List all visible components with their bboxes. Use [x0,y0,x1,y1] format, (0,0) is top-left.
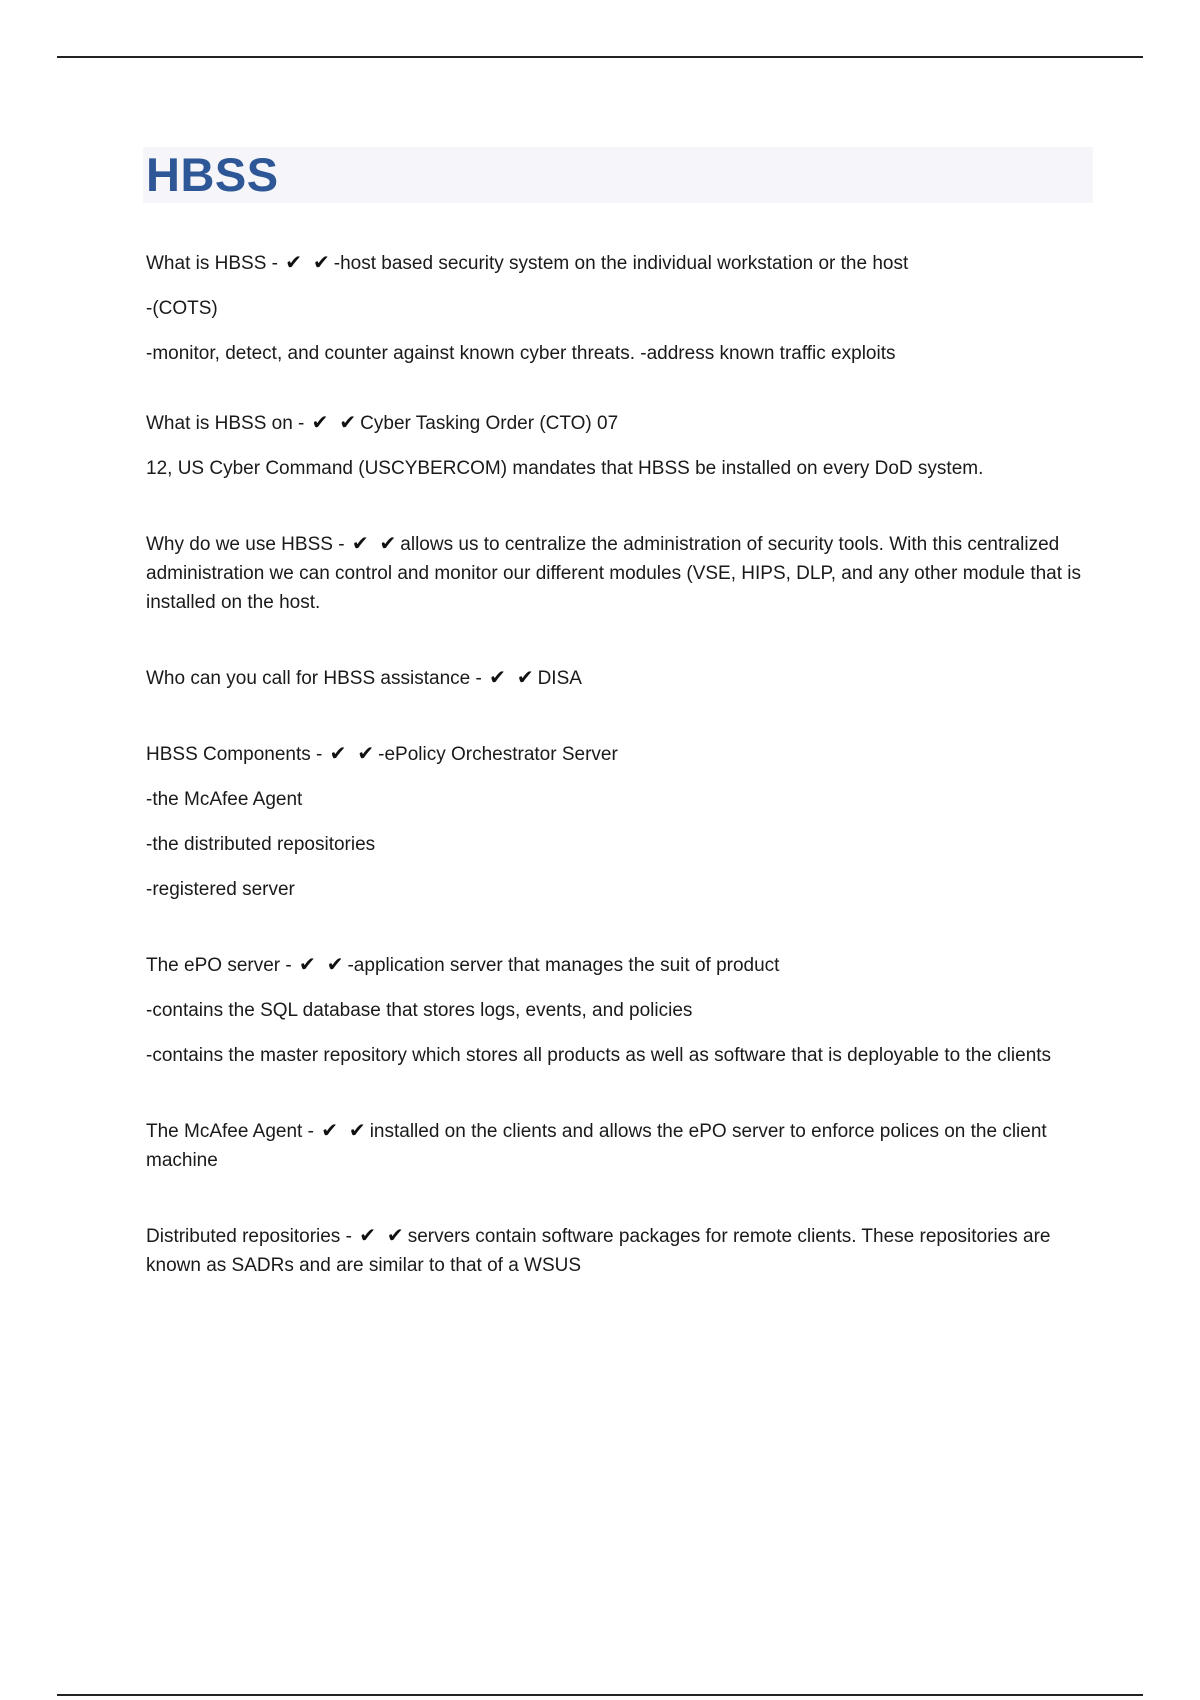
flashcard-first-line [146,1116,1086,1175]
flashcard-answer-line: servers contain software packages for remote clients. These repositories are known as SADRs and are similar to that of a WSUS [146,1226,1051,1276]
flashcard [146,739,1086,904]
flashcard [146,1116,1086,1175]
bottom-rule [57,1694,1143,1696]
flashcard-first-line [146,529,1086,617]
flashcard [146,529,1086,617]
top-rule [57,56,1143,58]
flashcard-first-line [146,1221,1086,1280]
flashcard-first-line [146,739,1086,769]
flashcard-question: Why do we use HBSS - [146,534,345,555]
flashcard-answer-line: Cyber Tasking Order (CTO) 07 [360,413,619,434]
double-check-icon: ✔ ✔ [321,1118,368,1142]
flashcard-question: What is HBSS on - [146,413,305,434]
flashcard [146,248,1086,368]
flashcard-answer-line: -the distributed repositories [146,834,376,855]
flashcard [146,1221,1086,1280]
flashcard-answer-line: -the McAfee Agent [146,789,303,810]
flashcard-answer-line: -application server that manages the suit of product [347,955,780,976]
double-check-icon: ✔ ✔ [285,250,332,274]
double-check-icon: ✔ ✔ [311,410,359,434]
flashcard-first-line [146,663,1086,693]
flashcard-question: The ePO server - [146,955,292,976]
double-check-icon: ✔ ✔ [359,1223,406,1247]
flashcard [146,950,1086,1070]
double-check-icon: ✔ ✔ [329,741,377,765]
flashcard-first-line [146,950,1086,980]
flashcard-answer-line: DISA [537,668,582,689]
flashcard-list [146,248,1086,1296]
double-check-icon: ✔ ✔ [489,665,536,689]
flashcard-answer-line: 12, US Cyber Command (USCYBERCOM) mandates that HBSS be installed on every DoD system. [146,458,984,479]
flashcard [146,408,1086,483]
flashcard-answer-line: -(COTS) [146,298,218,319]
flashcard-question: Distributed repositories - [146,1226,352,1247]
title-band [143,147,1093,203]
flashcard-answer-line: installed on the clients and allows the ePO server to enforce polices on the client machine [146,1121,1047,1171]
flashcard-first-line [146,408,1086,438]
flashcard-question: HBSS Components - [146,744,323,765]
flashcard [146,663,1086,693]
flashcard-answer-line: -host based security system on the individual workstation or the host [333,253,909,274]
flashcard-answer-line: -registered server [146,879,295,900]
flashcard-answer-line: -contains the master repository which stores all products as well as software that is deployable to the clients [146,1045,1052,1066]
double-check-icon: ✔ ✔ [299,952,346,976]
flashcard-question: Who can you call for HBSS assistance - [146,668,482,689]
double-check-icon: ✔ ✔ [351,531,399,555]
flashcard-answer-line: -contains the SQL database that stores logs, events, and policies [146,1000,693,1021]
flashcard-answer-line: allows us to centralize the administration of security tools. With this centralized administration we can control and monitor our different modules (VSE, HIPS, DLP, and any other module that is installed on the host. [146,534,1082,613]
document-title: HBSS [146,148,279,201]
flashcard-answer-line: -ePolicy Orchestrator Server [378,744,618,765]
flashcard-question: What is HBSS - [146,253,278,274]
flashcard-first-line [146,248,1086,278]
flashcard-question: The McAfee Agent - [146,1121,314,1142]
flashcard-answer-line: -monitor, detect, and counter against known cyber threats. -address known traffic exploits [146,343,896,364]
